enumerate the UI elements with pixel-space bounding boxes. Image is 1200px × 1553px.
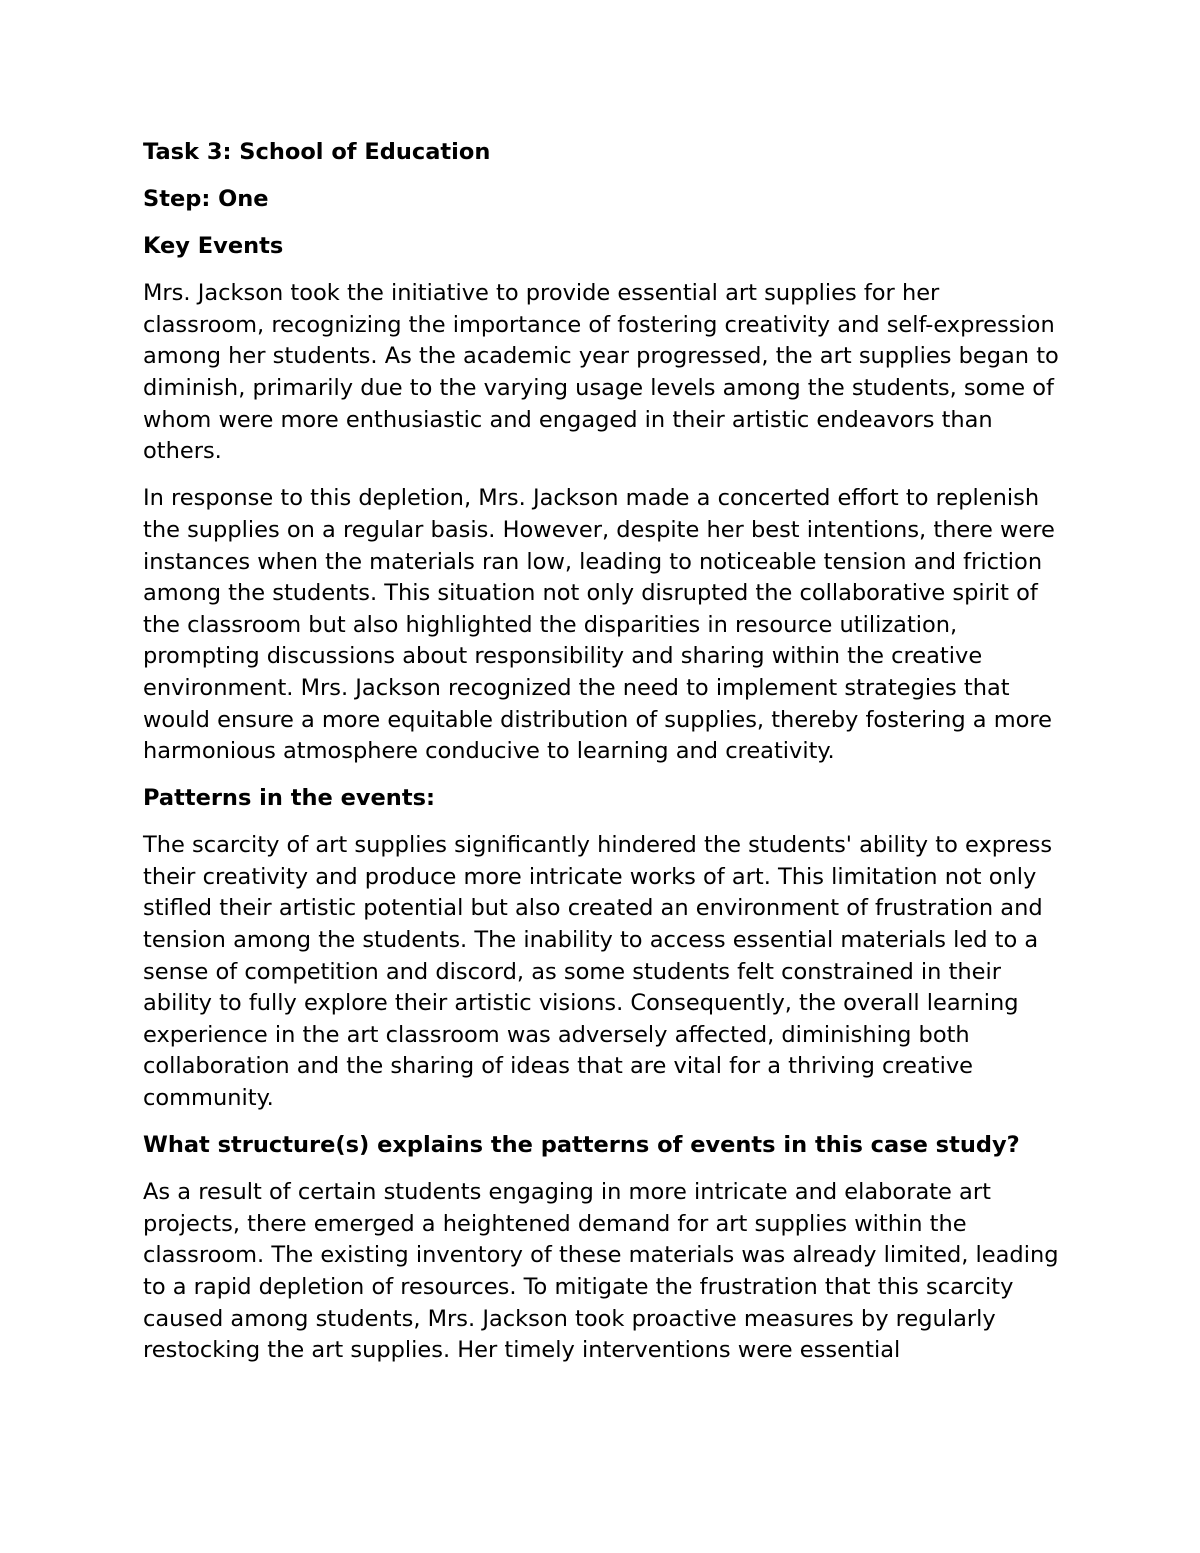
section-heading-patterns: Patterns in the events: (143, 785, 435, 812)
document-title: Task 3: School of Education (143, 139, 491, 165)
document-body (143, 137, 1063, 1382)
key-events-paragraph-1: Mrs. Jackson took the initiative to provide essential art supplies for her classroom, recognizing the importance of fostering creativity and self-expression among her students. As the academic year progressed, the art supplies began to diminish, primarily due to the varying usage levels among the students, some of whom were more enthusiastic and engaged in their artistic endeavors than others. (143, 280, 1059, 465)
section-heading-key-events: Key Events (143, 233, 284, 260)
structures-paragraph: As a result of certain students engaging in more intricate and elaborate art projects, there emerged a heightened demand for art supplies within the classroom. The existing inventory of these materials was already limited, leading to a rapid depletion of resources. To mitigate the frustration that this scarcity caused among students, Mrs. Jackson took proactive measures by regularly restocking the art supplies. Her timely interventions were essential (143, 1179, 1059, 1364)
patterns-paragraph: The scarcity of art supplies significantly hindered the students' ability to express their creativity and produce more intricate works of art. This limitation not only stifled their artistic potential but also created an environment of frustration and tension among the students. The inability to access essential materials led to a sense of competition and discord, as some students felt constrained in their ability to fully explore their artistic visions. Consequently, the overall learning experience in the art classroom was adversely affected, diminishing both collaboration and the sharing of ideas that are vital for a thriving creative community. (143, 832, 1053, 1112)
section-heading-structures: What structure(s) explains the patterns of events in this case study? (143, 1132, 1020, 1159)
key-events-paragraph-2: In response to this depletion, Mrs. Jackson made a concerted effort to replenish the supplies on a regular basis. However, despite her best intentions, there were instances when the materials ran low, leading to noticeable tension and friction among the students. This situation not only disrupted the collaborative spirit of the classroom but also highlighted the disparities in resource utilization, prompting discussions about responsibility and sharing within the creative environment. Mrs. Jackson recognized the need to implement strategies that would ensure a more equitable distribution of supplies, thereby fostering a more harmonious atmosphere conducive to learning and creativity. (143, 485, 1055, 765)
step-label: Step: One (143, 186, 269, 213)
